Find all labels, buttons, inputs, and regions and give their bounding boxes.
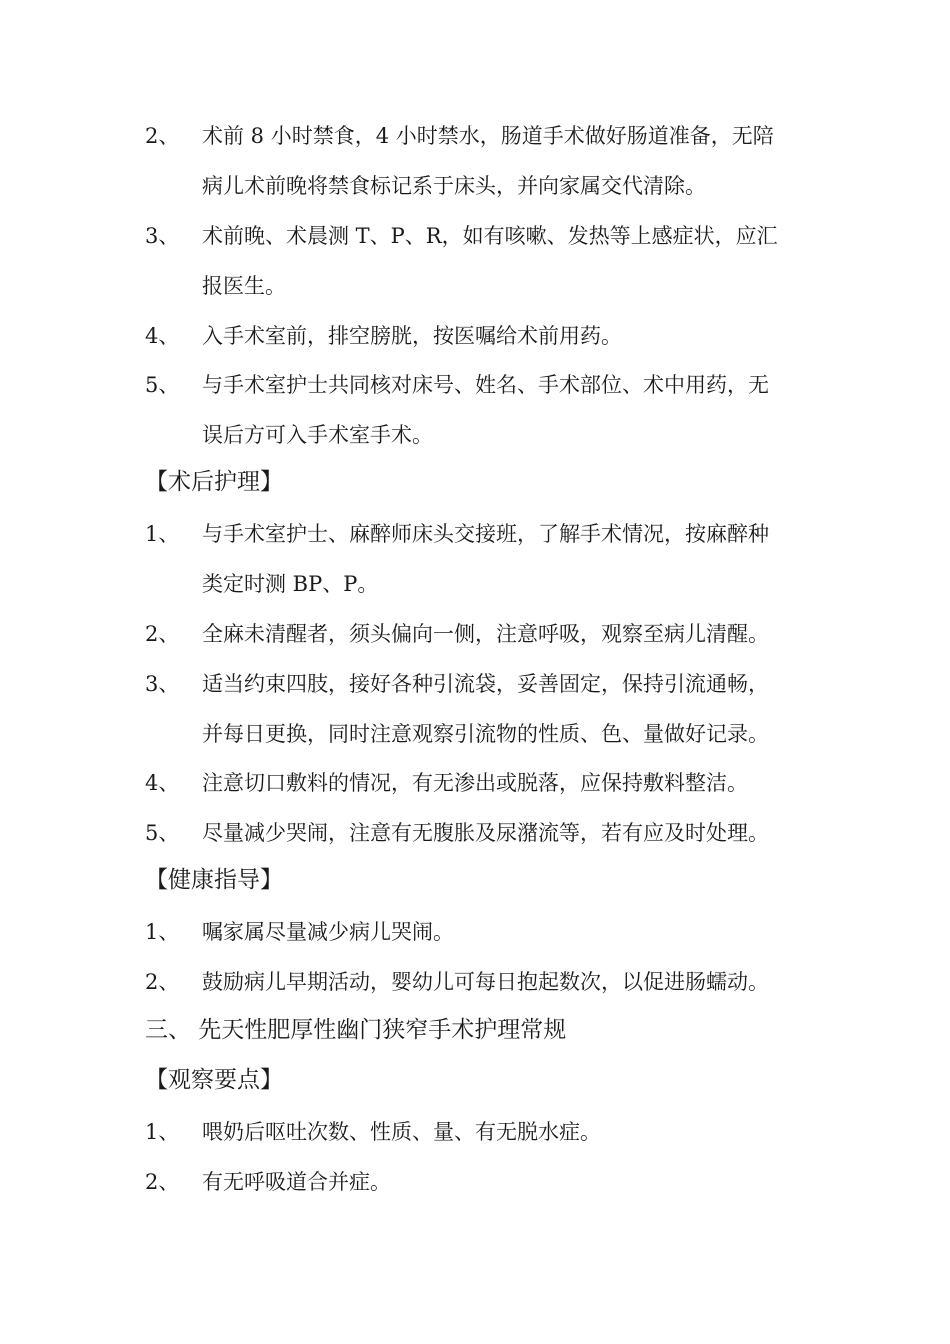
item-number: 5、	[145, 821, 180, 845]
item-text: 误后方可入手术室手术。	[202, 423, 433, 447]
item-text: 鼓励病儿早期活动，婴幼儿可每日抱起数次，以促进肠蠕动。	[202, 970, 769, 994]
item-number: 4、	[145, 771, 180, 795]
item-number: 1、	[145, 1120, 180, 1144]
item-text: 术前 8 小时禁食，4 小时禁水，肠道手术做好肠道准备，无陪	[202, 124, 774, 148]
item-text: 术前晚、术晨测 T、P、R，如有咳嗽、发热等上感症状，应汇	[202, 224, 778, 248]
item-number: 1、	[145, 522, 180, 546]
item-number: 2、	[145, 970, 180, 994]
item-text: 并每日更换，同时注意观察引流物的性质、色、量做好记录。	[202, 722, 769, 746]
item-text: 入手术室前，排空膀胱，按医嘱给术前用药。	[202, 324, 622, 348]
section-heading-health: 【健康指导】	[145, 867, 283, 893]
section-title: 三、 先天性肥厚性幽门狭窄手术护理常规	[145, 1017, 567, 1043]
item-number: 2、	[145, 1170, 180, 1194]
item-text: 病儿术前晚将禁食标记系于床头，并向家属交代清除。	[202, 174, 706, 198]
item-text: 有无呼吸道合并症。	[202, 1170, 391, 1194]
item-text: 尽量减少哭闹，注意有无腹胀及尿潴流等，若有应及时处理。	[202, 821, 769, 845]
item-number: 2、	[145, 622, 180, 646]
section-heading-observe: 【观察要点】	[145, 1067, 283, 1093]
item-number: 3、	[145, 224, 180, 248]
item-number: 4、	[145, 324, 180, 348]
item-number: 3、	[145, 672, 180, 696]
item-text: 与手术室护士、麻醉师床头交接班，了解手术情况，按麻醉种	[202, 522, 769, 546]
item-number: 5、	[145, 373, 180, 397]
item-text: 与手术室护士共同核对床号、姓名、手术部位、术中用药，无	[202, 373, 769, 397]
item-text: 类定时测 BP、P。	[202, 572, 379, 596]
section-heading-postop: 【术后护理】	[145, 469, 283, 495]
item-text: 注意切口敷料的情况，有无渗出或脱落，应保持敷料整洁。	[202, 771, 748, 795]
item-text: 全麻未清醒者，须头偏向一侧，注意呼吸，观察至病儿清醒。	[202, 622, 769, 646]
item-number: 1、	[145, 920, 180, 944]
item-text: 嘱家属尽量减少病儿哭闹。	[202, 920, 454, 944]
item-text: 报医生。	[202, 274, 286, 298]
item-text: 喂奶后呕吐次数、性质、量、有无脱水症。	[202, 1120, 601, 1144]
item-number: 2、	[145, 124, 180, 148]
item-text: 适当约束四肢，接好各种引流袋，妥善固定，保持引流通畅，	[202, 672, 769, 696]
